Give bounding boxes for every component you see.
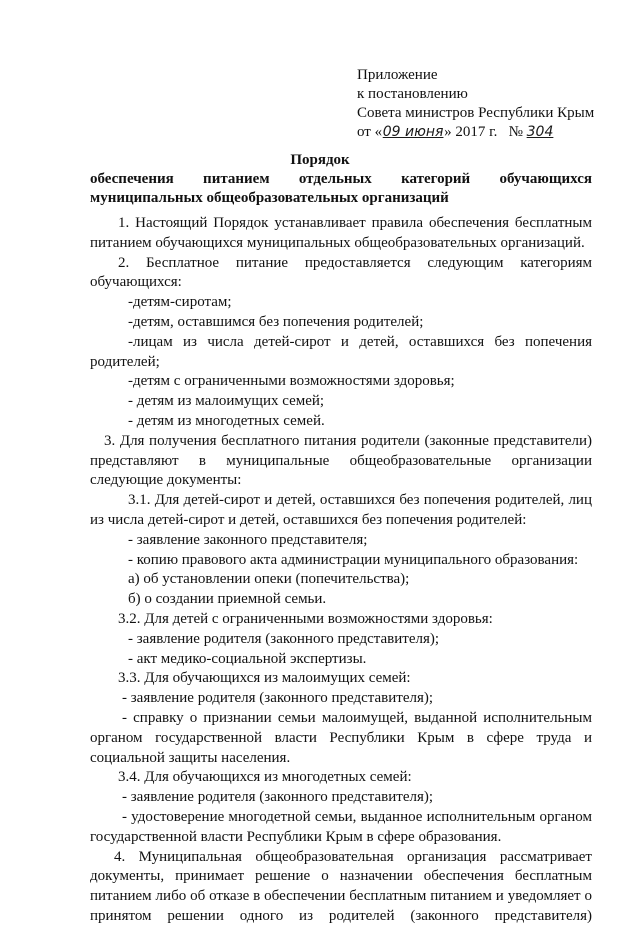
document-body	[90, 214, 592, 927]
body-line: - детям из малоимущих семей;	[128, 393, 325, 410]
body-line: б) о создании приемной семьи.	[128, 591, 327, 608]
document-title: Порядок	[290, 152, 350, 168]
body-line: - детям из многодетных семей.	[128, 412, 325, 429]
body-line: -лицам из числа детей-сирот и детей, оставшихся без попечения	[128, 333, 592, 350]
appendix-line-2: к постановлению	[357, 86, 468, 102]
body-line: 2. Бесплатное питание предоставляется следующим категориям	[118, 254, 592, 271]
body-line: 3. Для получения бесплатного питания родители (законные представители)	[104, 432, 592, 449]
subtitle-line-2: муниципальных общеобразовательных организаций	[90, 190, 449, 206]
number-prefix: №	[508, 124, 523, 140]
body-line: социальной защиты населения.	[90, 749, 291, 766]
body-line: - заявление законного представителя;	[128, 531, 368, 548]
body-line: - копию правового акта администрации муниципального образования:	[128, 551, 579, 568]
body-line: 3.2. Для детей с ограниченными возможностями здоровья:	[118, 610, 493, 627]
body-line: 4. Муниципальная общеобразовательная организация рассматривает	[114, 848, 592, 865]
body-line: родителей;	[90, 353, 160, 370]
body-line: - заявление родителя (законного представителя);	[122, 690, 434, 707]
body-line: 3.1. Для детей-сирот и детей, оставшихся без попечения родителей, лиц	[128, 492, 592, 509]
appendix-block	[357, 66, 594, 142]
body-line: - заявление родителя (законного представителя);	[122, 789, 434, 806]
body-line: - акт медико-социальной экспертизы.	[128, 650, 367, 667]
body-line: -детям, оставшимся без попечения родителей;	[128, 313, 424, 330]
handwritten-date: 09 июня	[382, 124, 444, 140]
body-line: принятом решении одного из родителей (законного представителя)	[90, 907, 592, 924]
body-line: представляют в муниципальные общеобразовательные организации	[90, 452, 592, 469]
body-line: питанием обучающихся муниципальных общеобразовательных организаций.	[90, 234, 585, 251]
body-line: государственной власти Республики Крым в сфере образования.	[90, 828, 502, 845]
body-line: 3.3. Для обучающихся из малоимущих семей:	[118, 670, 411, 687]
appendix-date-line	[357, 123, 594, 142]
body-line: органом государственной власти Республики Крым в сфере труда и	[90, 729, 592, 746]
subtitle-line-1: обеспечения питанием отдельных категорий обучающихся	[90, 171, 592, 187]
body-line: - удостоверение многодетной семьи, выданное исполнительным органом	[122, 808, 592, 825]
body-line: документы, принимает решение о назначении обеспечения бесплатным	[90, 868, 592, 885]
body-line: питанием либо об отказе в обеспечении бесплатным питанием и уведомляет о	[90, 888, 592, 905]
document-subtitle	[90, 170, 592, 208]
appendix-line-3: Совета министров Республики Крым	[357, 105, 595, 121]
body-line: 1. Настоящий Порядок устанавливает правила обеспечения бесплатным	[118, 215, 592, 231]
body-line: 3.4. Для обучающихся из многодетных семей:	[118, 769, 412, 786]
body-line: обучающихся:	[90, 274, 182, 291]
body-line: следующие документы:	[90, 472, 242, 489]
body-line: - заявление родителя (законного представителя);	[128, 630, 440, 647]
date-suffix: » 2017 г.	[444, 124, 498, 140]
body-line: из числа детей-сирот и детей, оставшихся без попечения родителей:	[90, 511, 527, 528]
date-prefix: от «	[357, 124, 383, 140]
appendix-line-1: Приложение	[357, 67, 438, 83]
body-line: -детям с ограниченными возможностями здоровья;	[128, 373, 455, 390]
body-line: - справку о признании семьи малоимущей, выданной исполнительным	[122, 709, 592, 726]
body-line: -детям-сиротам;	[128, 294, 232, 311]
handwritten-number: 304	[526, 124, 554, 140]
body-line: а) об установлении опеки (попечительства);	[128, 571, 410, 588]
